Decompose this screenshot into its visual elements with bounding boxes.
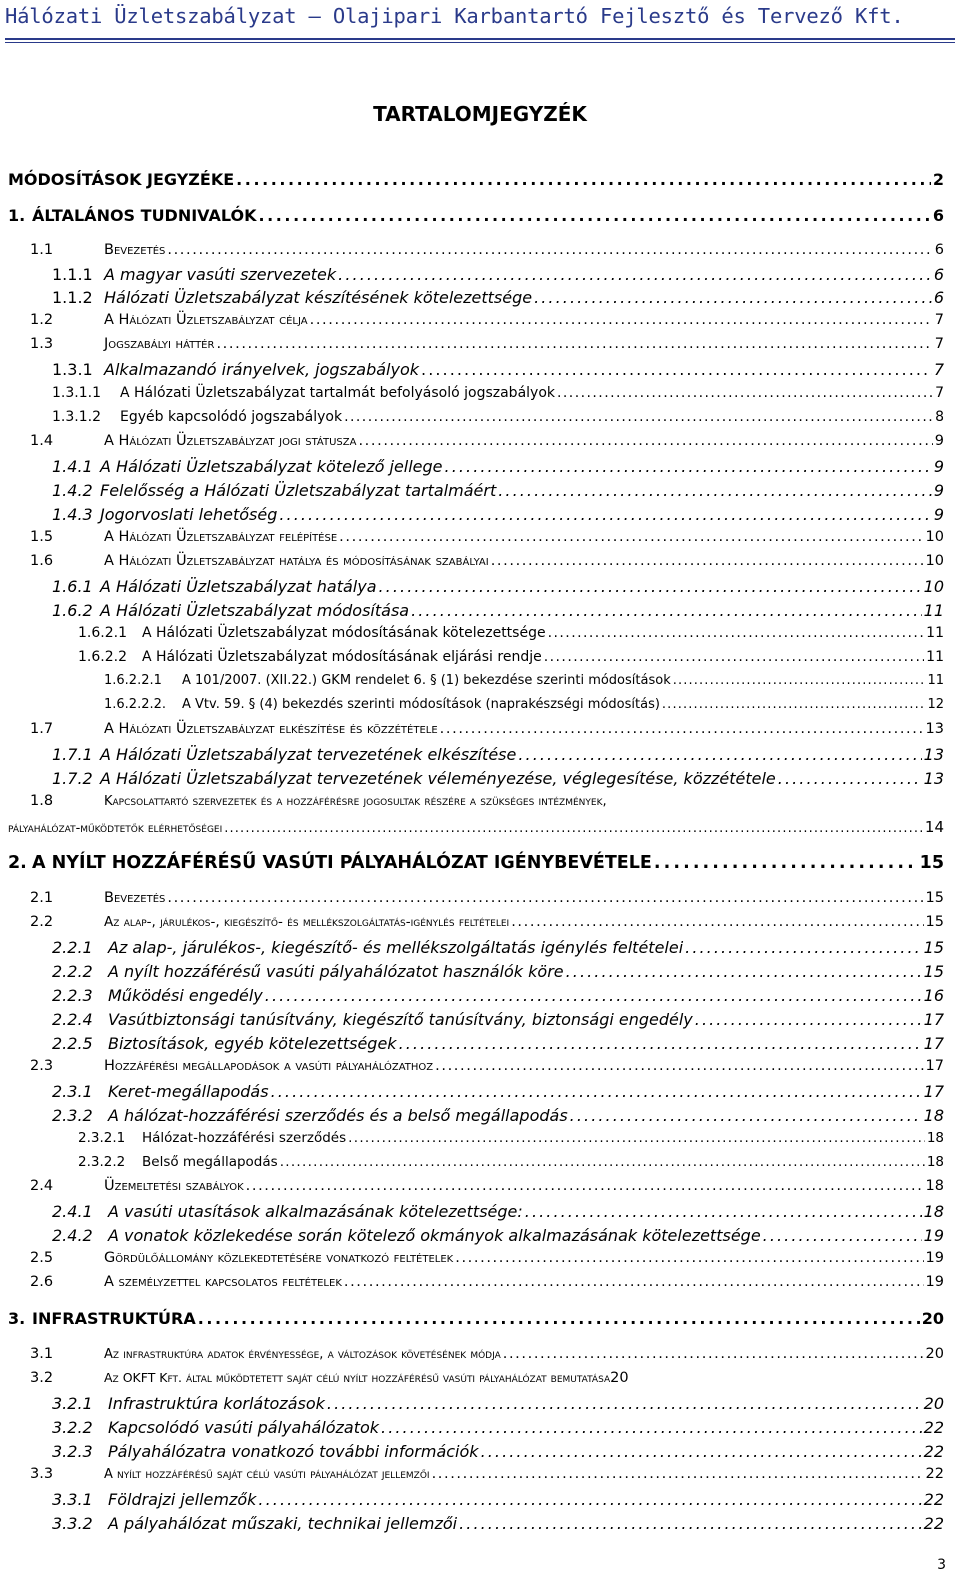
toc-entry[interactable] bbox=[52, 288, 944, 307]
page-number: 3 bbox=[937, 1557, 946, 1573]
dot-leader bbox=[399, 1034, 922, 1053]
dot-leader bbox=[421, 360, 932, 379]
toc-page: 22 bbox=[923, 1490, 944, 1509]
toc-page: 20 bbox=[921, 1309, 944, 1328]
toc-entry[interactable] bbox=[30, 433, 944, 449]
toc-title-text: Az alap-, járulékos-, kiegészítő- és mellékszolgáltatás igénylés feltételei bbox=[108, 938, 684, 957]
toc-title-text: A magyar vasúti szervezetek bbox=[104, 265, 337, 284]
toc-number: 2.5 bbox=[30, 1250, 54, 1266]
toc-page: 20 bbox=[925, 1346, 944, 1362]
toc-title-text: Az alap-, járulékos-, kiegészítő- és mellékszolgáltatás-igénylés feltételei bbox=[104, 914, 510, 930]
toc-page: 6 bbox=[933, 288, 944, 307]
toc-title-text: A Hálózati Üzletszabályzat módosítása bbox=[100, 601, 410, 620]
toc-title-text: A Hálózati Üzletszabályzat tervezetének véleményezése, véglegesítése, közzététele bbox=[100, 769, 776, 788]
toc-title-text: Infrastruktúra korlátozások bbox=[108, 1394, 325, 1413]
toc-entry[interactable] bbox=[52, 1226, 944, 1245]
toc-title-text: A Hálózati Üzletszabályzat módosításának eljárási rendje bbox=[142, 649, 542, 665]
toc-entry[interactable] bbox=[52, 1394, 944, 1413]
dot-leader bbox=[236, 170, 931, 189]
toc-title-text: Vasútbiztonsági tanúsítvány, kiegészítő tanúsítvány, biztonsági engedély bbox=[108, 1010, 693, 1029]
toc-entry[interactable] bbox=[30, 336, 944, 352]
toc-number: 3.2.3 bbox=[52, 1442, 93, 1461]
toc-page: 18 bbox=[923, 1106, 944, 1125]
toc-title-text: Földrajzi jellemzők bbox=[108, 1490, 257, 1509]
toc-title-text: Üzemeltetési szabályok bbox=[104, 1178, 244, 1194]
toc-number: 1.6.2.2 bbox=[78, 649, 127, 665]
dot-leader bbox=[265, 986, 922, 1005]
toc-page: 7 bbox=[934, 312, 944, 328]
toc-number: 1.6 bbox=[30, 553, 54, 569]
dot-leader bbox=[344, 409, 933, 425]
toc-title-text: Bevezetés bbox=[104, 890, 166, 906]
toc-number: 1.7.1 bbox=[52, 745, 93, 764]
dot-leader bbox=[167, 890, 923, 906]
toc-title-text: Hozzáférési megállapodások a vasúti pályahálózathoz bbox=[104, 1058, 434, 1074]
toc-title-text: A vonatok közlekedése során kötelező okmányok alkalmazásának kötelezettsége bbox=[108, 1226, 761, 1245]
toc-entry[interactable] bbox=[52, 409, 944, 425]
toc-title-text: Egyéb kapcsolódó jogszabályok bbox=[120, 409, 343, 425]
toc-page: 18 bbox=[923, 1202, 944, 1221]
toc-title-text: Hálózat-hozzáférési szerződés bbox=[142, 1130, 347, 1146]
toc-page: 6 bbox=[933, 265, 944, 284]
toc-title-text: MÓDOSÍTÁSOK JEGYZÉKE bbox=[8, 170, 235, 189]
toc-title-text: A 101/2007. (XII.22.) GKM rendelet 6. § (1) bekezdése szerinti módosítások bbox=[182, 673, 671, 688]
toc-title-text: A Vtv. 59. § (4) bekezdés szerinti módosítások (naprakészségi módosítás) bbox=[182, 697, 660, 712]
toc-title-text: A Hálózati Üzletszabályzat felépítése bbox=[104, 529, 338, 545]
toc-page: 11 bbox=[926, 625, 944, 641]
toc-entry[interactable] bbox=[52, 1010, 944, 1029]
toc-page: 20 bbox=[923, 1394, 944, 1413]
toc-entry[interactable] bbox=[30, 529, 944, 545]
toc-title-text: A Hálózati Üzletszabályzat módosításának kötelezettsége bbox=[142, 625, 546, 641]
toc-entry[interactable] bbox=[30, 1274, 944, 1290]
toc-entry[interactable] bbox=[52, 1082, 944, 1101]
toc-entry[interactable] bbox=[52, 1442, 944, 1461]
toc-entry[interactable] bbox=[52, 385, 944, 401]
toc-number: 3.2 bbox=[30, 1370, 54, 1386]
toc-number: 2.3 bbox=[30, 1058, 54, 1074]
toc-title-text: A vasúti utasítások alkalmazásának kötelezettsége: bbox=[108, 1202, 523, 1221]
toc-entry[interactable] bbox=[52, 457, 944, 476]
toc-number: 1.3.1 bbox=[52, 360, 93, 379]
toc-number: 1.6.2 bbox=[52, 601, 93, 620]
toc-entry[interactable] bbox=[30, 1058, 944, 1074]
toc-page: 13 bbox=[925, 721, 944, 737]
toc-page: 11 bbox=[926, 649, 944, 665]
dot-leader bbox=[778, 769, 922, 788]
toc-title-text: A Hálózati Üzletszabályzat hatálya bbox=[100, 577, 377, 596]
toc-page: 15 bbox=[923, 962, 944, 981]
toc-title-text: INFRASTRUKTÚRA bbox=[32, 1309, 196, 1328]
toc-number: 1. bbox=[8, 206, 26, 225]
toc-entry[interactable] bbox=[104, 697, 944, 712]
toc-number: 1.7.2 bbox=[52, 769, 93, 788]
toc-number: 3.2.1 bbox=[52, 1394, 93, 1413]
dot-leader bbox=[445, 457, 932, 476]
toc-page: 11 bbox=[923, 601, 944, 620]
toc-entry[interactable] bbox=[8, 170, 944, 189]
dot-leader bbox=[258, 1490, 921, 1509]
toc-number: 2.2 bbox=[30, 914, 54, 930]
toc-number: 1.4.3 bbox=[52, 505, 93, 524]
toc-number: 3.3.2 bbox=[52, 1514, 93, 1533]
toc-page: 19 bbox=[925, 1274, 944, 1290]
toc-entry[interactable] bbox=[30, 1370, 944, 1386]
dot-leader bbox=[358, 433, 932, 449]
toc-page: 15 bbox=[923, 938, 944, 957]
dot-leader bbox=[327, 1394, 922, 1413]
toc-entry[interactable] bbox=[52, 1490, 944, 1509]
toc-entry[interactable] bbox=[52, 745, 944, 764]
toc-page: 9 bbox=[933, 457, 944, 476]
toc-number: 2.3.2.2 bbox=[78, 1154, 126, 1170]
toc-number: 3.2.2 bbox=[52, 1418, 93, 1437]
dot-leader bbox=[662, 697, 926, 712]
toc-entry[interactable] bbox=[52, 577, 944, 596]
toc-page: 15 bbox=[925, 914, 944, 930]
toc-entry[interactable] bbox=[52, 265, 944, 284]
toc-number: 1.6.2.1 bbox=[78, 625, 127, 641]
toc-number: 1.6.2.2.1 bbox=[104, 673, 162, 688]
toc-entry[interactable] bbox=[52, 986, 944, 1005]
dot-leader bbox=[379, 577, 922, 596]
toc-number: 1.1.1 bbox=[52, 265, 93, 284]
toc-entry[interactable] bbox=[52, 1202, 944, 1221]
header-rule-thin bbox=[5, 42, 955, 43]
toc-number: 3.1 bbox=[30, 1346, 54, 1362]
toc-number: 2.2.4 bbox=[52, 1010, 93, 1029]
toc-title-text: A pályahálózat műszaki, technikai jellemzői bbox=[108, 1514, 458, 1533]
toc-page: 7 bbox=[935, 385, 944, 401]
dot-leader bbox=[279, 505, 931, 524]
toc-title-text: A NYÍLT HOZZÁFÉRÉSŰ VASÚTI PÁLYAHÁLÓZAT IGÉNYBEVÉTELE bbox=[32, 853, 652, 873]
toc-title-text: A Hálózati Üzletszabályzat hatálya és módosításának szabályai bbox=[104, 553, 489, 569]
toc-entry[interactable] bbox=[30, 553, 944, 569]
toc-title-text: Bevezetés bbox=[104, 242, 166, 258]
dot-leader bbox=[167, 242, 932, 258]
toc-page: 17 bbox=[923, 1010, 944, 1029]
toc-entry[interactable] bbox=[52, 1034, 944, 1053]
dot-leader bbox=[654, 853, 918, 873]
toc-entry[interactable] bbox=[52, 962, 944, 981]
toc-title-text: A személyzettel kapcsolatos feltételek bbox=[104, 1274, 342, 1290]
toc-entry[interactable] bbox=[78, 1154, 944, 1170]
dot-leader bbox=[763, 1226, 922, 1245]
dot-leader bbox=[455, 1250, 923, 1266]
toc-page: 22 bbox=[923, 1418, 944, 1437]
toc-page: 17 bbox=[923, 1082, 944, 1101]
dot-leader bbox=[348, 1130, 925, 1146]
toc-page: 9 bbox=[933, 481, 944, 500]
toc-page: 22 bbox=[925, 1466, 944, 1482]
dot-leader bbox=[344, 1274, 924, 1290]
toc-number: 3.3 bbox=[30, 1466, 54, 1482]
dot-leader bbox=[224, 821, 923, 836]
toc-number: 2.4 bbox=[30, 1178, 54, 1194]
toc-page: 13 bbox=[923, 769, 944, 788]
toc-number: 2.4.1 bbox=[52, 1202, 93, 1221]
toc-page: 15 bbox=[925, 890, 944, 906]
toc-page: 18 bbox=[926, 1130, 944, 1146]
toc-number: 2.2.2 bbox=[52, 962, 93, 981]
toc-title-text: A Hálózati Üzletszabályzat jogi státusza bbox=[104, 433, 357, 449]
toc-page: 7 bbox=[933, 360, 944, 379]
dot-leader bbox=[280, 1154, 925, 1170]
toc-number: 1.5 bbox=[30, 529, 54, 545]
toc-title-text: A nyílt hozzáférésű vasúti pályahálózatot használók köre bbox=[108, 962, 564, 981]
toc-entry[interactable] bbox=[30, 721, 944, 737]
dot-leader bbox=[338, 265, 932, 284]
toc-page: 17 bbox=[923, 1034, 944, 1053]
toc-number: 2.3.1 bbox=[52, 1082, 93, 1101]
toc-title-text: A nyílt hozzáférésű saját célú vasúti pályahálózat jellemzői bbox=[104, 1467, 430, 1482]
toc-page: 22 bbox=[923, 1442, 944, 1461]
toc-number: 2.4.2 bbox=[52, 1226, 93, 1245]
toc-title-text: Hálózati Üzletszabályzat készítésének kötelezettsége bbox=[104, 288, 533, 307]
dot-leader bbox=[557, 385, 933, 401]
toc-entry[interactable] bbox=[52, 360, 944, 379]
toc-entry[interactable] bbox=[30, 1466, 944, 1482]
toc-entry[interactable] bbox=[30, 914, 944, 930]
toc-number: 1.3 bbox=[30, 336, 54, 352]
toc-title-text: Alkalmazandó irányelvek, jogszabályok bbox=[104, 360, 420, 379]
toc-title-text: A Hálózati Üzletszabályzat tartalmát befolyásoló jogszabályok bbox=[120, 385, 555, 401]
toc-number: 1.4.2 bbox=[52, 481, 93, 500]
toc-title-text: A Hálózati Üzletszabályzat elkészítése és közzététele bbox=[104, 721, 438, 737]
dot-leader bbox=[695, 1010, 922, 1029]
toc-page: 22 bbox=[923, 1514, 944, 1533]
dot-leader bbox=[198, 1309, 920, 1328]
toc-entry[interactable] bbox=[30, 1346, 944, 1362]
toc-page: 9 bbox=[934, 433, 944, 449]
toc-title-text: pályahálózat-működtetők elérhetőségei bbox=[8, 821, 223, 836]
dot-leader bbox=[570, 1106, 922, 1125]
toc-number: 2.2.5 bbox=[52, 1034, 93, 1053]
toc-entry[interactable] bbox=[8, 818, 944, 836]
dot-leader bbox=[685, 938, 922, 957]
toc-number: 1.1.2 bbox=[52, 288, 93, 307]
toc-entry[interactable] bbox=[52, 1106, 944, 1125]
toc-entry[interactable] bbox=[78, 1130, 944, 1146]
toc-number: 1.4 bbox=[30, 433, 54, 449]
dot-leader bbox=[544, 649, 924, 665]
toc-number: 1.6.2.2.2. bbox=[104, 697, 167, 712]
toc-number: 3. bbox=[8, 1309, 26, 1328]
toc-page: 7 bbox=[934, 336, 944, 352]
toc-page: 10 bbox=[923, 577, 944, 596]
dot-leader bbox=[518, 745, 921, 764]
toc-entry[interactable] bbox=[52, 505, 944, 524]
toc-number: 1.4.1 bbox=[52, 457, 93, 476]
toc-page: 16 bbox=[923, 986, 944, 1005]
running-header: Hálózati Üzletszabályzat – Olajipari Karbantartó Fejlesztő és Tervező Kft. bbox=[5, 4, 904, 28]
toc-page: 14 bbox=[924, 818, 944, 836]
toc-entry[interactable] bbox=[78, 649, 944, 665]
dot-leader bbox=[216, 336, 932, 352]
toc-number: 2.3.2.1 bbox=[78, 1130, 126, 1146]
toc-title-text: Keret-megállapodás bbox=[108, 1082, 269, 1101]
toc-page: 13 bbox=[923, 745, 944, 764]
toc-number: 1.1 bbox=[30, 242, 54, 258]
toc-title-text: ÁLTALÁNOS TUDNIVALÓK bbox=[32, 206, 257, 225]
toc-title-text: A Hálózati Üzletszabályzat tervezetének elkészítése bbox=[100, 745, 517, 764]
dot-leader bbox=[310, 312, 933, 328]
toc-title-text: Kapcsolattartó szervezetek és a hozzáférésre jogosultak részére a szükséges intézmények, bbox=[104, 794, 607, 809]
toc-number: 1.3.1.1 bbox=[52, 385, 101, 401]
toc-entry[interactable] bbox=[8, 206, 944, 225]
dot-leader bbox=[511, 914, 923, 930]
toc-title-text: Jogszabályi háttér bbox=[104, 336, 215, 352]
dot-leader bbox=[440, 721, 924, 737]
toc-entry[interactable] bbox=[8, 853, 944, 873]
toc-page: 20 bbox=[610, 1370, 629, 1386]
toc-page: 11 bbox=[927, 673, 944, 688]
toc-number: 2.1 bbox=[30, 890, 54, 906]
toc-entry[interactable] bbox=[52, 1418, 944, 1437]
toc-page: 10 bbox=[925, 553, 944, 569]
toc-title-text: Jogorvoslati lehetőség bbox=[100, 505, 278, 524]
dot-leader bbox=[503, 1346, 924, 1362]
dot-leader bbox=[548, 625, 925, 641]
toc-title-text: Belső megállapodás bbox=[142, 1154, 278, 1170]
toc-title-text: Az OKFT Kft. által működtetett saját célú nyílt hozzáférésű vasúti pályahálózat bemutatása bbox=[104, 1370, 611, 1385]
toc-title-text: A Hálózati Üzletszabályzat célja bbox=[104, 312, 308, 328]
toc-page: 10 bbox=[925, 529, 944, 545]
toc-page: 19 bbox=[923, 1226, 944, 1245]
toc-title-text: Az infrastruktúra adatok érvényessége, a változások követésének módja bbox=[104, 1347, 501, 1362]
toc-entry[interactable] bbox=[52, 938, 944, 957]
dot-leader bbox=[491, 553, 924, 569]
toc-entry[interactable] bbox=[52, 1514, 944, 1533]
dot-leader bbox=[271, 1082, 922, 1101]
toc-entry[interactable] bbox=[52, 601, 944, 620]
toc-title-text: Pályahálózatra vonatkozó további információk bbox=[108, 1442, 479, 1461]
toc-entry[interactable] bbox=[30, 242, 944, 258]
toc-page: 6 bbox=[932, 206, 944, 225]
toc-number: 1.6.1 bbox=[52, 577, 93, 596]
dot-leader bbox=[411, 601, 922, 620]
toc-number: 3.3.1 bbox=[52, 1490, 93, 1509]
toc-page: 2 bbox=[932, 170, 944, 189]
toc-page: 18 bbox=[926, 1154, 944, 1170]
toc-number: 1.3.1.2 bbox=[52, 409, 101, 425]
toc-entry[interactable] bbox=[30, 1178, 944, 1194]
toc-title: TARTALOMJEGYZÉK bbox=[373, 102, 587, 126]
header-rule bbox=[5, 38, 955, 40]
toc-entry[interactable] bbox=[52, 769, 944, 788]
toc-entry[interactable] bbox=[30, 793, 944, 809]
toc-number: 1.2 bbox=[30, 312, 54, 328]
toc-number: 2.3.2 bbox=[52, 1106, 93, 1125]
toc-entry[interactable] bbox=[52, 481, 944, 500]
dot-leader bbox=[498, 481, 932, 500]
toc-entry[interactable] bbox=[30, 1250, 944, 1266]
toc-page: 19 bbox=[925, 1250, 944, 1266]
toc-page: 6 bbox=[934, 242, 944, 258]
dot-leader bbox=[339, 529, 923, 545]
toc-page: 8 bbox=[935, 409, 944, 425]
dot-leader bbox=[381, 1418, 922, 1437]
toc-title-text: Felelősség a Hálózati Üzletszabályzat tartalmáért bbox=[100, 481, 497, 500]
dot-leader bbox=[534, 288, 932, 307]
dot-leader bbox=[673, 673, 926, 688]
toc-page: 15 bbox=[919, 853, 944, 873]
dot-leader bbox=[432, 1466, 924, 1482]
toc-entry[interactable] bbox=[104, 673, 944, 688]
toc-title-text: Biztosítások, egyéb kötelezettségek bbox=[108, 1034, 397, 1053]
dot-leader bbox=[525, 1202, 922, 1221]
toc-entry[interactable] bbox=[78, 625, 944, 641]
toc-number: 2. bbox=[8, 853, 27, 873]
toc-number: 2.2.1 bbox=[52, 938, 93, 957]
toc-title-text: Kapcsolódó vasúti pályahálózatok bbox=[108, 1418, 380, 1437]
toc-entry[interactable] bbox=[8, 1309, 944, 1328]
dot-leader bbox=[459, 1514, 922, 1533]
toc-entry[interactable] bbox=[30, 312, 944, 328]
toc-number: 2.2.3 bbox=[52, 986, 93, 1005]
toc-number: 1.7 bbox=[30, 721, 54, 737]
toc-title-text: A Hálózati Üzletszabályzat kötelező jellege bbox=[100, 457, 443, 476]
dot-leader bbox=[481, 1442, 922, 1461]
toc-title-text: Működési engedély bbox=[108, 986, 263, 1005]
dot-leader bbox=[258, 206, 930, 225]
toc-page: 9 bbox=[933, 505, 944, 524]
toc-page: 12 bbox=[927, 697, 944, 712]
dot-leader bbox=[246, 1178, 924, 1194]
toc-title-text: Gördülőállomány közlekedtetésére vonatkozó feltételek bbox=[104, 1250, 454, 1266]
toc-page: 18 bbox=[925, 1178, 944, 1194]
toc-page: 17 bbox=[925, 1058, 944, 1074]
toc-entry[interactable] bbox=[30, 890, 944, 906]
toc-title-text: A hálózat-hozzáférési szerződés és a belső megállapodás bbox=[108, 1106, 568, 1125]
toc-number: 2.6 bbox=[30, 1274, 54, 1290]
dot-leader bbox=[566, 962, 922, 981]
toc-number: 1.8 bbox=[30, 793, 54, 809]
dot-leader bbox=[435, 1058, 923, 1074]
